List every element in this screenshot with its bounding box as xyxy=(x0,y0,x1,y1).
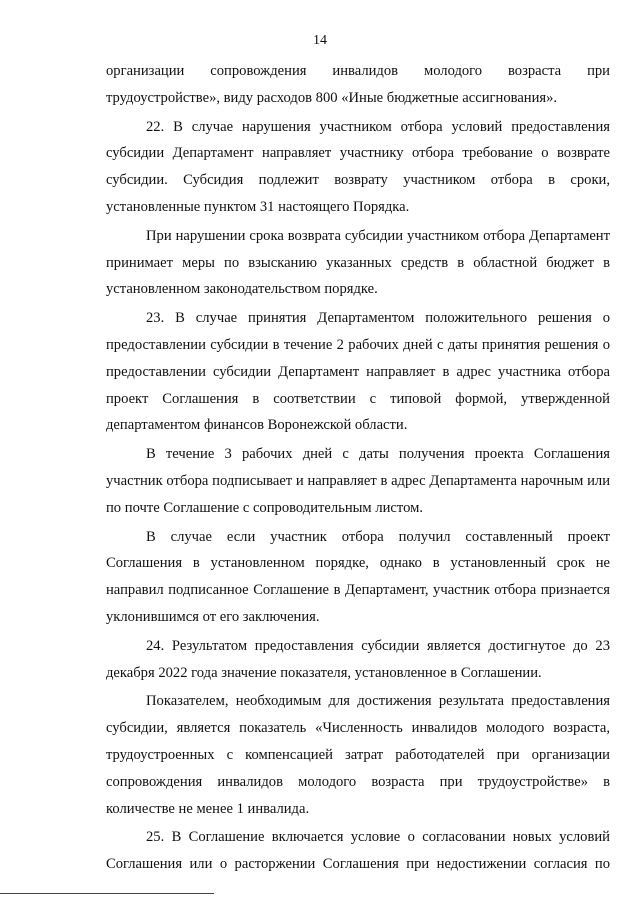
paragraph-24-indicator: Показателем, необходимым для достижения результата предоставления субсидии, является показатель «Численность инвалидов молодого возраста, трудоустроенных с компенсацией затрат работодателей при организации сопровождения инвалидов молодого возраста при трудоустройстве» в количестве не менее 1 инвалида. xyxy=(106,693,610,817)
paragraph-22-return-violation: При нарушении срока возврата субсидии участником отбора Департамент принимает меры по взысканию указанных средств в областной бюджет в установленном законодательством порядке. xyxy=(106,227,610,298)
paragraph-23-evasion: В случае если участник отбора получил составленный проект Соглашения в установленном порядке, однако в установленный срок не направил подписанное Соглашение в Департамент, участник отбора признается уклонившимся от его заключения. xyxy=(106,528,610,625)
document-body xyxy=(106,58,610,880)
paragraph-continuation: организации сопровождения инвалидов молодого возраста при трудоустройстве», виду расходов 800 «Иные бюджетные ассигнования». xyxy=(106,63,610,106)
paragraph-23: 23. В случае принятия Департаментом положительного решения о предоставлении субсидии в течение 2 рабочих дней с даты принятия решения о предоставлении субсидии Департамент направляет в адрес участника отбора проект Соглашения в соответствии с типовой формой, утвержденной департаментом финансов Воронежской области. xyxy=(106,310,610,434)
page-number: 14 xyxy=(313,33,327,48)
paragraph-23-signing: В течение 3 рабочих дней с даты получения проекта Соглашения участник отбора подписывает и направляет в адрес Департамента нарочным или по почте Соглашение с сопроводительным листом. xyxy=(106,446,610,516)
footer-divider xyxy=(0,893,214,894)
paragraph-25: 25. В Соглашение включается условие о согласовании новых условий Соглашения или о расторжении Соглашения при недостижении согласия по xyxy=(106,829,610,873)
paragraph-24: 24. Результатом предоставления субсидии является достигнутое до 23 декабря 2022 года значение показателя, установленное в Соглашении. xyxy=(106,637,610,681)
paragraph-22: 22. В случае нарушения участником отбора условий предоставления субсидии Департамент направляет участнику отбора требование о возврате субсидии. Субсидия подлежит возврату участником отбора в сроки, установленные пунктом 31 настоящего Порядка. xyxy=(106,118,610,215)
